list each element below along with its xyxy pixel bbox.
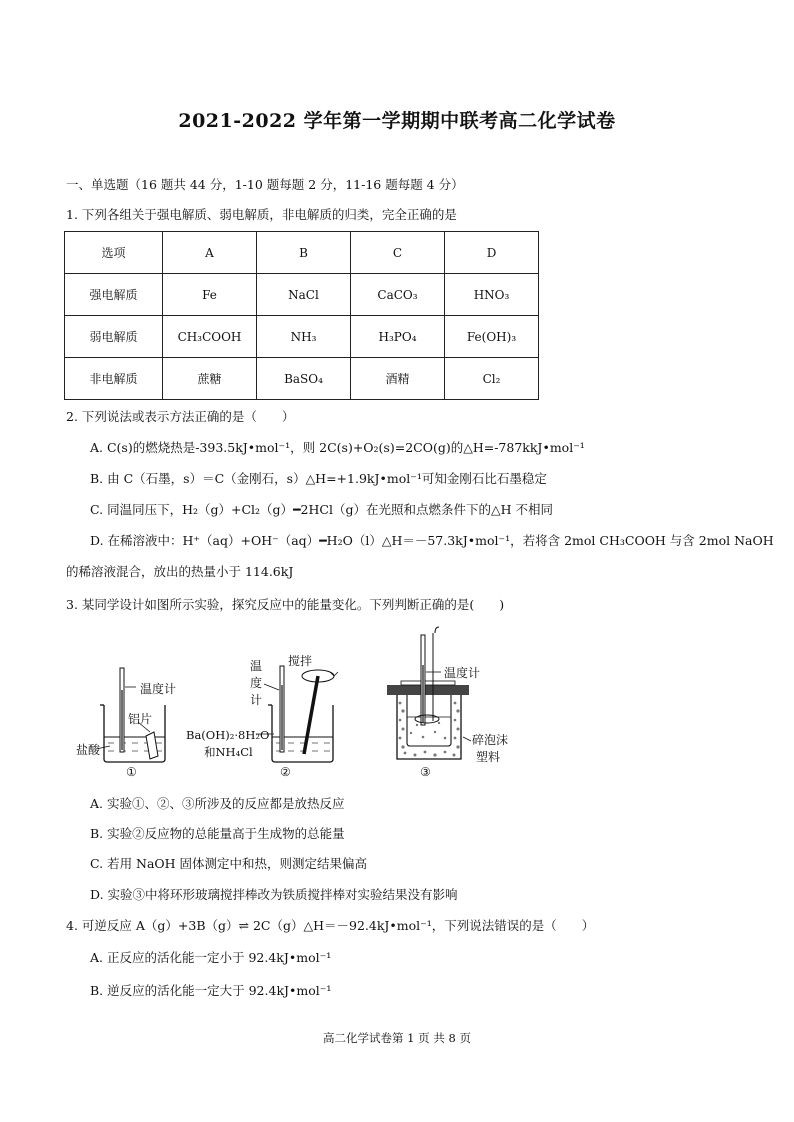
q2-option-b: B. 由 C（石墨，s）＝C（金刚石，s）△H=+1.9kJ•mol⁻¹可知金刚石比石墨稳定 <box>90 471 547 486</box>
table-cell: NaCl <box>257 274 351 316</box>
fig2-thermometer-label-3: 计 <box>250 693 263 707</box>
table-cell: 蔗糖 <box>163 358 257 400</box>
q2-option-c: C. 同温同压下，H₂（g）+Cl₂（g）━2HCl（g）在光照和点燃条件下的△H 不相同 <box>90 502 553 517</box>
fig2-thermometer-label-1: 温 <box>250 659 263 673</box>
q4-stem: 4. 可逆反应 A（g）+3B（g）⇌ 2C（g）△H＝－92.4kJ•mol⁻¹，下列说法错误的是（ ） <box>66 918 595 933</box>
fig2-number: ② <box>280 765 291 779</box>
q3-option-a: A. 实验①、②、③所涉及的反应都是放热反应 <box>90 796 345 811</box>
table-header-cell: A <box>163 232 257 274</box>
q2-option-d-line1: D. 在稀溶液中：H⁺（aq）+OH⁻（aq）━H₂O（l）△H＝－57.3kJ•mol⁻¹，若将含 2mol CH₃COOH 与含 2mol NaOH <box>90 533 774 548</box>
q3-stem: 3. 某同学设计如图所示实验，探究反应中的能量变化。下列判断正确的是( ) <box>66 597 505 612</box>
table-row <box>65 274 539 316</box>
q2-option-d-line2: 的稀溶液混合，放出的热量小于 114.6kJ <box>66 564 294 579</box>
table-cell: HNO₃ <box>445 274 539 316</box>
fig1-aluminum-label: 铝片 <box>128 712 153 726</box>
table-cell: CaCO₃ <box>351 274 445 316</box>
page-footer: 高二化学试卷第 1 页 共 8 页 <box>323 1031 471 1045</box>
fig1-number: ① <box>126 765 137 779</box>
table-header-row <box>65 232 539 274</box>
table-cell: 酒精 <box>351 358 445 400</box>
fig1-thermometer-label: 温度计 <box>140 682 177 696</box>
table-cell: Fe(OH)₃ <box>445 316 539 358</box>
table-row <box>65 316 539 358</box>
q4-option-a: A. 正反应的活化能一定小于 92.4kJ•mol⁻¹ <box>90 950 332 965</box>
table-cell: 非电解质 <box>65 358 163 400</box>
q3-option-b: B. 实验②反应物的总能量高于生成物的总能量 <box>90 826 345 841</box>
q1-stem: 1. 下列各组关于强电解质、弱电解质，非电解质的归类，完全正确的是 <box>66 207 457 222</box>
q3-option-d: D. 实验③中将环形玻璃搅拌棒改为铁质搅拌棒对实验结果没有影响 <box>90 887 458 902</box>
table-row <box>65 358 539 400</box>
table-cell: Cl₂ <box>445 358 539 400</box>
table-header-cell: D <box>445 232 539 274</box>
page-title: 2021-2022 学年第一学期期中联考高二化学试卷 <box>178 110 616 132</box>
q4-option-b: B. 逆反应的活化能一定大于 92.4kJ•mol⁻¹ <box>90 983 332 998</box>
table-cell: CH₃COOH <box>163 316 257 358</box>
table-cell: H₃PO₄ <box>351 316 445 358</box>
table-cell: Fe <box>163 274 257 316</box>
q2-option-a: A. C(s)的燃烧热是-393.5kJ•mol⁻¹，则 2C(s)+O₂(s)=2CO(g)的△H=-787kkJ•mol⁻¹ <box>90 440 585 455</box>
table-cell: 强电解质 <box>65 274 163 316</box>
table-header-cell: 选项 <box>65 232 163 274</box>
table-header-cell: B <box>257 232 351 274</box>
fig2-thermometer-label-2: 度 <box>250 676 263 690</box>
section-heading: 一、单选题（16 题共 44 分，1-10 题每题 2 分，11-16 题每题 4 分） <box>66 177 464 192</box>
table-cell: BaSO₄ <box>257 358 351 400</box>
fig3-foam-label-1: 碎泡沫 <box>472 733 509 747</box>
fig2-reagent-label-1: Ba(OH)₂·8H₂O <box>186 728 270 742</box>
table-cell: 弱电解质 <box>65 316 163 358</box>
q3-figure-3 <box>385 625 480 765</box>
fig2-reagent-label-2: 和NH₄Cl <box>204 745 253 759</box>
fig3-thermometer-label: 温度计 <box>444 666 481 680</box>
table-header-cell: C <box>351 232 445 274</box>
fig3-foam-label-2: 塑料 <box>476 750 501 764</box>
fig1-acid-label: 盐酸 <box>76 743 101 757</box>
fig2-stir-label: 搅拌 <box>288 654 313 668</box>
q3-option-c: C. 若用 NaOH 固体测定中和热，则测定结果偏高 <box>90 856 368 871</box>
q2-stem: 2. 下列说法或表示方法正确的是（ ） <box>66 409 295 424</box>
table-cell: NH₃ <box>257 316 351 358</box>
fig3-number: ③ <box>420 765 431 779</box>
q1-table <box>64 231 539 400</box>
